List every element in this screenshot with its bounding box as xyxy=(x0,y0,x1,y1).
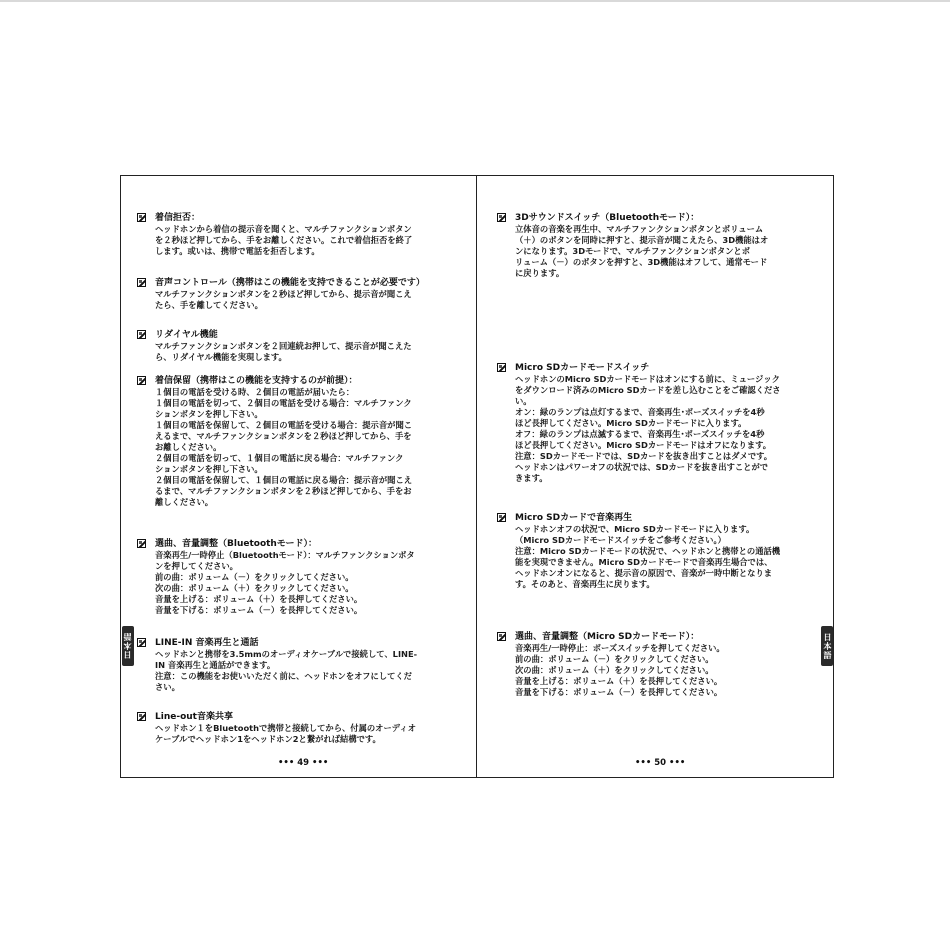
section-title-text: Line-out音楽共享 xyxy=(155,712,233,722)
body-text-line: す。そのあと、音楽再生に戻ります。 xyxy=(515,579,655,589)
section-bullet-icon xyxy=(137,376,146,385)
section-bullet-icon xyxy=(497,632,506,641)
body-text-line: るまで、マルチファンクションボタンを２秒ほど押してから、手をお xyxy=(155,486,412,496)
body-text-line: たら、手を離してください。 xyxy=(155,300,263,310)
section-title-text: 選曲、音量調整（Micro SDカードモード）： xyxy=(515,632,700,642)
body-text-line: ヘッドホン１をBluetoothで携帯と接続してから、付属のオーディオ xyxy=(155,723,416,733)
body-text-line: １個目の電話を受ける時、２個目の電話が届いたら： xyxy=(155,387,355,397)
body-text-line: 注意：この機能をお使いいただく前に、ヘッドホンをオフにしてくだ xyxy=(155,671,412,681)
section-title xyxy=(495,212,815,224)
body-text-line: １個目の電話を切って、２個目の電話を受ける場合：マルチファンク xyxy=(155,398,412,408)
body-text-line: 前の曲：ボリューム（－）をクリックしてください。 xyxy=(515,654,714,664)
section-title xyxy=(495,362,815,374)
body-text-line: をダウンロード済みのMicro SDカードを差し込むことをご確認くださ xyxy=(515,385,781,395)
body-text-line: を２秒ほど押してから、手をお離しください。これで着信拒否を終了 xyxy=(155,235,413,245)
body-text-line: オフ：緑のランプは点滅するまで、音楽再生･ポーズスイッチを4秒 xyxy=(515,429,765,439)
body-text-line: ら、リダイヤル機能を実現します。 xyxy=(155,352,287,362)
section-bullet-icon xyxy=(137,638,146,647)
section xyxy=(135,538,460,616)
language-tab-left: 日本語 xyxy=(122,626,134,666)
body-text-line: に戻ります。 xyxy=(515,268,565,278)
section xyxy=(495,512,815,590)
body-text-line: 音楽再生/一時停止（Bluetoothモード）：マルチファンクションボタ xyxy=(155,550,415,560)
body-text-line: さい。 xyxy=(155,682,180,692)
section-title xyxy=(135,538,460,550)
body-text-line: 次の曲：ボリューム（＋）をクリックしてください。 xyxy=(515,665,714,675)
body-text-line: 注意：SDカードモードでは、SDカードを抜き出すことはダメです。 xyxy=(515,451,773,461)
section xyxy=(495,212,815,279)
page-number-left: ••• 49 ••• xyxy=(278,758,329,768)
section-bullet-icon xyxy=(497,513,506,522)
body-text-line: マルチファンクションボタンを２回連続お押して、提示音が聞こえた xyxy=(155,341,412,351)
body-text-line: マルチファンクションボタンを２秒ほど押してから、提示音が聞こえ xyxy=(155,289,412,299)
body-text-line: ２個目の電話を保留して、１個目の電話に戻る場合：提示音が聞こえ xyxy=(155,475,413,485)
page-number-right: ••• 50 ••• xyxy=(635,758,686,768)
section-title-text: 3Dサウンドスイッチ（Bluetoothモード）： xyxy=(515,213,700,223)
body-text-line: ヘッドホンオンになると、提示音の原因で、音楽が一時中断となりま xyxy=(515,568,773,578)
section-title xyxy=(495,631,815,643)
section-title-text: 着信保留（携帯はこの機能を支持するのが前提）： xyxy=(155,376,358,386)
body-text-line: （Micro SDカードモードスイッチをご参考ください。） xyxy=(515,535,726,545)
section-bullet-icon xyxy=(137,539,146,548)
body-text-line: ンを押してください。 xyxy=(155,561,238,571)
body-text-line: 音量を下げる：ボリューム（－）を長押してください。 xyxy=(155,605,363,615)
section-bullet-icon xyxy=(497,363,506,372)
language-tab-right: 日本語 xyxy=(821,626,833,666)
body-text-line: IN 音楽再生と通話ができます。 xyxy=(155,660,276,670)
section xyxy=(135,637,460,693)
section xyxy=(135,212,460,257)
body-text-line: します。或いは、携帯で電話を拒否します。 xyxy=(155,246,320,256)
body-text-line: （＋）のボタンを同時に押すと、提示音が聞こえたら、3D機能はオ xyxy=(515,235,769,245)
body-text-line: 注意：Micro SDカードモードの状況で、ヘッドホンと携帯との通話機 xyxy=(515,546,781,556)
body-text-line: ほど長押してください。Micro SDカードモードはオフになります。 xyxy=(515,440,772,450)
body-text-line: きます。 xyxy=(515,473,548,483)
body-text-line: 能を実現できません。Micro SDカードモードで音楽再生場合では、 xyxy=(515,557,773,567)
section-title xyxy=(135,375,460,387)
section-bullet-icon xyxy=(137,278,146,287)
body-text-line: ンになります。3Dモードで、マルチファンクションボタンとボ xyxy=(515,246,751,256)
section xyxy=(135,375,460,508)
body-text-line: ２個目の電話を切って、１個目の電話に戻る場合：マルチファンク xyxy=(155,453,404,463)
section-bullet-icon xyxy=(137,213,146,222)
body-text-line: ヘッドホンはパワーオフの状況では、SDカードを抜き出すことがで xyxy=(515,462,769,472)
section xyxy=(495,362,815,484)
body-text-line: 立体音の音楽を再生中、マルチファンクションボタンとボリューム xyxy=(515,224,764,234)
body-text-line: ケーブルでヘッドホン1をヘッドホン2と繋がれば結構です。 xyxy=(155,734,381,744)
body-text-line: 音量を上げる：ボリューム（＋）を長押してください。 xyxy=(155,594,363,604)
section-title xyxy=(135,277,460,289)
top-border-line xyxy=(0,0,950,2)
body-text-line: １個目の電話を保留して、２個目の電話を受ける場合：提示音が聞こ xyxy=(155,420,413,430)
body-text-line: お離しください。 xyxy=(155,442,222,452)
section-bullet-icon xyxy=(137,330,146,339)
section xyxy=(135,277,460,311)
section-bullet-icon xyxy=(497,213,506,222)
body-text-line: ヘッドホンから着信の提示音を聞くと、マルチファンクションボタン xyxy=(155,224,412,234)
body-text-line: 離しください。 xyxy=(155,497,214,507)
body-text-line: オン：緑のランプは点灯するまで、音楽再生･ポーズスイッチを4秒 xyxy=(515,407,765,417)
section xyxy=(495,631,815,698)
section-title xyxy=(495,512,815,524)
body-text-line: ションボタンを押し下さい。 xyxy=(155,464,263,474)
section-bullet-icon xyxy=(137,712,146,721)
body-text-line: えるまで、マルチファンクションボタンを２秒ほど押してから、手を xyxy=(155,431,412,441)
section-title-text: Micro SDカードで音楽再生 xyxy=(515,513,633,523)
section-title-text: 音声コントロール（携帯はこの機能を支持できることが必要です） xyxy=(155,278,425,288)
section-title xyxy=(135,329,460,341)
body-text-line: い。 xyxy=(515,396,532,406)
section xyxy=(135,329,460,363)
body-text-line: ヘッドホンオフの状況で、Micro SDカードモードに入ります。 xyxy=(515,524,755,534)
body-text-line: ヘッドホンと携帯を3.5mmのオーディオケーブルで接続して、LINE- xyxy=(155,649,418,659)
section-title xyxy=(135,711,460,723)
body-text-line: 音量を下げる：ボリューム（－）を長押してください。 xyxy=(515,687,723,697)
body-text-line: ヘッドホンのMicro SDカードモードはオンにする前に、ミュージック xyxy=(515,374,780,384)
body-text-line: ションボタンを押し下さい。 xyxy=(155,409,263,419)
section-title-text: Micro SDカードモードスイッチ xyxy=(515,363,650,373)
section-title-text: 着信拒否： xyxy=(155,213,201,223)
section-title-text: 選曲、音量調整（Bluetoothモード）： xyxy=(155,539,317,549)
body-text-line: 次の曲：ボリューム（＋）をクリックしてください。 xyxy=(155,583,354,593)
section xyxy=(135,711,460,745)
page-divider xyxy=(476,175,477,778)
section-title-text: LINE-IN 音楽再生と通話 xyxy=(155,638,259,648)
body-text-line: ほど長押してください。Micro SDカードモードに入ります。 xyxy=(515,418,747,428)
section-title xyxy=(135,637,460,649)
body-text-line: リューム（－）のボタンを押すと、3D機能はオフして、通常モード xyxy=(515,257,768,267)
body-text-line: 前の曲：ボリューム（－）をクリックしてください。 xyxy=(155,572,354,582)
section-title-text: リダイヤル機能 xyxy=(155,330,218,340)
body-text-line: 音楽再生/一時停止：ポーズスイッチを押してください。 xyxy=(515,643,725,653)
body-text-line: 音量を上げる：ボリューム（＋）を長押してください。 xyxy=(515,676,723,686)
section-title xyxy=(135,212,460,224)
